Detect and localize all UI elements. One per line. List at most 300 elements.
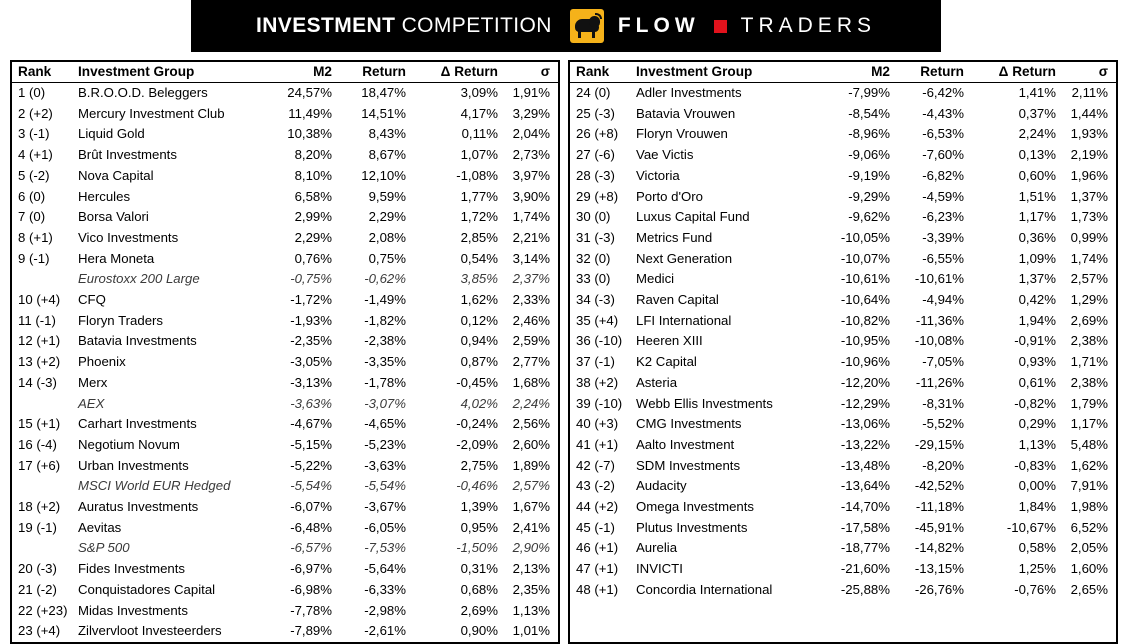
cell-return: -11,26% — [915, 374, 964, 390]
cell-rank: 34 (-3) — [576, 292, 615, 308]
cell-delta-return: 0,54% — [460, 250, 498, 266]
cell-sigma: 2,33% — [512, 292, 550, 308]
cell-rank: 28 (-3) — [576, 167, 615, 183]
cell-sigma: 2,35% — [512, 581, 550, 597]
cell-m2: -6,48% — [290, 519, 332, 535]
cell-sigma: 1,37% — [1070, 188, 1108, 204]
cell-return: -1,82% — [364, 312, 406, 328]
table-row — [570, 187, 1116, 208]
cell-sigma: 1,96% — [1070, 167, 1108, 183]
cell-delta-return: 3,09% — [460, 85, 498, 100]
cell-sigma: 2,60% — [512, 436, 550, 452]
cell-return: -6,23% — [922, 209, 964, 225]
cell-delta-return: 2,75% — [460, 457, 498, 473]
cell-m2: -8,54% — [848, 105, 890, 121]
cell-delta-return: 4,02% — [460, 395, 498, 411]
cell-delta-return: 1,09% — [1018, 250, 1056, 266]
cell-investment-group: Auratus Investments — [78, 499, 199, 515]
cell-sigma: 2,65% — [1070, 581, 1108, 597]
cell-return: -13,15% — [914, 561, 964, 577]
table-row-empty — [570, 601, 1116, 622]
cell-rank: 45 (-1) — [576, 519, 615, 535]
cell-sigma: 1,91% — [512, 85, 550, 100]
cell-investment-group: Next Generation — [636, 250, 733, 266]
table-row — [12, 373, 558, 394]
cell-rank: 27 (-6) — [576, 147, 615, 163]
cell-m2: -10,64% — [840, 292, 890, 308]
cell-rank: 16 (-4) — [18, 436, 57, 452]
cell-rank: 32 (0) — [576, 250, 611, 266]
cell-investment-group: Luxus Capital Fund — [636, 209, 750, 225]
cell-return: -6,33% — [364, 581, 406, 597]
cell-sigma: 6,52% — [1070, 519, 1108, 535]
cell-return: -6,05% — [364, 519, 406, 535]
cell-sigma: 2,73% — [512, 147, 550, 163]
cell-rank: 2 (+2) — [18, 105, 53, 121]
cell-delta-return: 0,37% — [1018, 105, 1056, 121]
cell-investment-group: Metrics Fund — [636, 229, 713, 245]
cell-sigma: 1,60% — [1070, 561, 1108, 577]
cell-rank: 43 (-2) — [576, 478, 615, 494]
cell-empty — [816, 601, 894, 622]
cell-m2: -9,62% — [848, 209, 890, 225]
cell-return: -5,64% — [364, 561, 406, 577]
col-rank: Rank — [570, 62, 632, 83]
cell-m2: -0,75% — [290, 271, 332, 287]
cell-return: -4,94% — [922, 292, 964, 308]
cell-sigma: 2,57% — [1070, 271, 1108, 287]
table-row — [570, 394, 1116, 415]
cell-investment-group: B.R.O.O.D. Beleggers — [78, 85, 208, 100]
cell-delta-return: 0,31% — [460, 561, 498, 577]
col-sigma: σ — [502, 62, 558, 83]
cell-rank: 13 (+2) — [18, 354, 61, 370]
cell-investment-group: MSCI World EUR Hedged — [78, 478, 231, 494]
cell-delta-return: -10,67% — [1006, 519, 1056, 535]
cell-rank: 31 (-3) — [576, 229, 615, 245]
cell-m2: 2,99% — [294, 209, 332, 225]
cell-delta-return: 1,41% — [1018, 85, 1056, 100]
cell-return: -5,52% — [922, 416, 964, 432]
cell-rank: 36 (-10) — [576, 333, 623, 349]
cell-sigma: 2,69% — [1070, 312, 1108, 328]
cell-investment-group: Mercury Investment Club — [78, 105, 225, 121]
table-row — [12, 559, 558, 580]
cell-delta-return: -0,91% — [1014, 333, 1056, 349]
table-row — [12, 435, 558, 456]
cell-rank — [12, 476, 74, 497]
cell-delta-return: 1,39% — [460, 499, 498, 515]
cell-rank: 23 (+4) — [18, 623, 61, 639]
cell-investment-group: K2 Capital — [636, 354, 697, 370]
cell-delta-return: 0,00% — [1018, 478, 1056, 494]
cell-m2: -8,96% — [848, 126, 890, 142]
cell-sigma: 1,98% — [1070, 499, 1108, 515]
cell-return: -3,35% — [364, 354, 406, 370]
cell-sigma: 1,17% — [1070, 416, 1108, 432]
cell-sigma: 3,97% — [512, 167, 550, 183]
cell-delta-return: -2,09% — [456, 436, 498, 452]
banner-title-bold: INVESTMENT — [256, 14, 396, 37]
cell-rank — [12, 538, 74, 559]
cell-return: -29,15% — [914, 436, 964, 452]
table-row — [570, 311, 1116, 332]
table-right-head — [570, 62, 1116, 83]
cell-m2: -10,82% — [840, 312, 890, 328]
table-row — [570, 497, 1116, 518]
cell-rank: 47 (+1) — [576, 561, 619, 577]
cell-return: -6,55% — [922, 250, 964, 266]
col-return: Return — [894, 62, 968, 83]
table-row — [12, 104, 558, 125]
cell-delta-return: 0,42% — [1018, 292, 1056, 308]
cell-return: -3,63% — [364, 457, 406, 473]
cell-sigma: 0,99% — [1070, 229, 1108, 245]
cell-m2: -4,67% — [290, 416, 332, 432]
cell-delta-return: -0,45% — [456, 374, 498, 390]
cell-m2: -9,29% — [848, 188, 890, 204]
cell-sigma: 1,67% — [512, 499, 550, 515]
table-row — [12, 414, 558, 435]
cell-return: 2,29% — [368, 209, 406, 225]
cell-delta-return: 1,13% — [1018, 436, 1056, 452]
cell-m2: -10,96% — [840, 354, 890, 370]
table-row — [570, 414, 1116, 435]
cell-empty — [632, 601, 816, 622]
cell-delta-return: 1,94% — [1018, 312, 1056, 328]
cell-delta-return: 1,17% — [1018, 209, 1056, 225]
cell-m2: -6,07% — [290, 499, 332, 515]
cell-m2: -13,22% — [840, 436, 890, 452]
cell-m2: -7,99% — [848, 85, 890, 100]
cell-delta-return: 1,07% — [460, 147, 498, 163]
cell-return: -6,82% — [922, 167, 964, 183]
cell-delta-return: 0,29% — [1018, 416, 1056, 432]
cell-return: -1,49% — [364, 292, 406, 308]
cell-sigma: 1,79% — [1070, 395, 1108, 411]
cell-investment-group: INVICTI — [636, 561, 683, 577]
cell-m2: -21,60% — [840, 561, 890, 577]
col-return: Return — [336, 62, 410, 83]
cell-empty — [894, 601, 968, 622]
cell-m2: -12,20% — [840, 374, 890, 390]
table-row — [12, 311, 558, 332]
cell-m2: -10,61% — [840, 271, 890, 287]
logo-flow-text: FLOW — [617, 14, 700, 37]
cell-rank: 25 (-3) — [576, 105, 615, 121]
table-row — [12, 269, 558, 290]
cell-rank: 17 (+6) — [18, 457, 61, 473]
cell-rank: 1 (0) — [18, 85, 46, 100]
cell-m2: -6,98% — [290, 581, 332, 597]
cell-investment-group: SDM Investments — [636, 457, 741, 473]
table-row — [570, 559, 1116, 580]
cell-rank: 20 (-3) — [18, 561, 57, 577]
cell-return: -4,59% — [922, 188, 964, 204]
cell-sigma: 2,04% — [512, 126, 550, 142]
cell-m2: -2,35% — [290, 333, 332, 349]
table-row — [570, 538, 1116, 559]
cell-delta-return: 1,37% — [1018, 271, 1056, 287]
cell-m2: -13,64% — [840, 478, 890, 494]
cell-sigma: 1,93% — [1070, 126, 1108, 142]
cell-m2: -13,06% — [840, 416, 890, 432]
cell-rank: 42 (-7) — [576, 457, 615, 473]
cell-investment-group: S&P 500 — [78, 540, 130, 556]
table-left-head — [12, 62, 558, 83]
cell-return: -26,76% — [914, 581, 964, 597]
cell-investment-group: Audacity — [636, 478, 687, 494]
cell-delta-return: -1,08% — [456, 167, 498, 183]
cell-return: -7,05% — [922, 354, 964, 370]
table-row — [570, 249, 1116, 270]
cell-sigma: 2,38% — [1070, 374, 1108, 390]
cell-sigma: 1,74% — [512, 209, 550, 225]
cell-empty — [968, 601, 1060, 622]
cell-delta-return: 1,84% — [1018, 499, 1056, 515]
cell-m2: -6,57% — [290, 540, 332, 556]
cell-investment-group: CFQ — [78, 292, 106, 308]
cell-return: -7,53% — [364, 540, 406, 556]
cell-m2: 0,76% — [294, 250, 332, 266]
cell-rank: 30 (0) — [576, 209, 611, 225]
cell-return: 18,47% — [361, 85, 406, 100]
cell-sigma: 1,73% — [1070, 209, 1108, 225]
cell-delta-return: 3,85% — [460, 271, 498, 287]
cell-rank: 35 (+4) — [576, 312, 619, 328]
cell-investment-group: Zilvervloot Investeerders — [78, 623, 222, 639]
cell-rank — [12, 394, 74, 415]
cell-investment-group: Adler Investments — [636, 85, 742, 100]
table-row — [12, 476, 558, 497]
cell-m2: -7,78% — [290, 602, 332, 618]
cell-rank: 22 (+23) — [18, 602, 68, 618]
cell-empty — [632, 621, 816, 642]
cell-rank: 9 (-1) — [18, 250, 50, 266]
table-row — [12, 187, 558, 208]
cell-return: 2,08% — [368, 229, 406, 245]
cell-sigma: 1,71% — [1070, 354, 1108, 370]
bull-icon — [570, 9, 604, 43]
cell-rank: 18 (+2) — [18, 499, 61, 515]
cell-rank: 12 (+1) — [18, 333, 61, 349]
table-row — [570, 580, 1116, 601]
cell-rank: 10 (+4) — [18, 292, 61, 308]
cell-investment-group: Liquid Gold — [78, 126, 145, 142]
cell-investment-group: CMG Investments — [636, 416, 742, 432]
cell-empty — [816, 621, 894, 642]
cell-rank: 14 (-3) — [18, 374, 57, 390]
cell-sigma: 1,68% — [512, 374, 550, 390]
cell-investment-group: Medici — [636, 271, 675, 287]
cell-delta-return: 2,85% — [460, 229, 498, 245]
cell-sigma: 2,21% — [512, 229, 550, 245]
cell-m2: -10,95% — [840, 333, 890, 349]
cell-delta-return: 0,13% — [1018, 147, 1056, 163]
cell-delta-return: 1,25% — [1018, 561, 1056, 577]
cell-return: -0,62% — [364, 271, 406, 287]
table-row — [570, 207, 1116, 228]
cell-m2: -5,22% — [290, 457, 332, 473]
table-row — [570, 476, 1116, 497]
cell-return: -4,65% — [364, 416, 406, 432]
cell-investment-group: Floryn Traders — [78, 312, 164, 328]
cell-sigma: 2,19% — [1070, 147, 1108, 163]
cell-investment-group: Aurelia — [636, 540, 678, 556]
cell-return: -2,98% — [364, 602, 406, 618]
table-header-row — [12, 62, 558, 83]
table-row — [12, 518, 558, 539]
cell-return: -2,38% — [364, 333, 406, 349]
table-left — [12, 62, 558, 642]
cell-rank: 19 (-1) — [18, 519, 57, 535]
cell-return: -5,23% — [364, 436, 406, 452]
cell-investment-group: Hera Moneta — [78, 250, 155, 266]
cell-delta-return: 0,60% — [1018, 167, 1056, 183]
cell-delta-return: 0,11% — [461, 126, 498, 142]
cell-investment-group: Vico Investments — [78, 229, 179, 245]
cell-delta-return: 1,77% — [460, 188, 498, 204]
cell-return: -1,78% — [364, 374, 406, 390]
cell-sigma: 5,48% — [1070, 436, 1108, 452]
cell-investment-group: Heeren XIII — [636, 333, 703, 349]
cell-delta-return: -0,82% — [1014, 395, 1056, 411]
cell-delta-return: -0,83% — [1014, 457, 1056, 473]
cell-m2: 10,38% — [287, 126, 332, 142]
cell-investment-group: Victoria — [636, 167, 680, 183]
cell-sigma: 7,91% — [1070, 478, 1108, 494]
col-investment-group: Investment Group — [632, 62, 816, 83]
cell-investment-group: Midas Investments — [78, 602, 188, 618]
cell-delta-return: 2,24% — [1018, 126, 1056, 142]
table-row — [12, 290, 558, 311]
cell-investment-group: AEX — [78, 395, 105, 411]
cell-m2: -7,89% — [290, 623, 332, 639]
cell-m2: -3,63% — [290, 395, 332, 411]
cell-sigma: 2,41% — [512, 519, 550, 535]
cell-m2: -13,48% — [840, 457, 890, 473]
cell-investment-group: Aevitas — [78, 519, 122, 535]
table-row — [12, 124, 558, 145]
cell-sigma: 2,59% — [512, 333, 550, 349]
cell-rank: 7 (0) — [18, 209, 46, 225]
cell-delta-return: 0,36% — [1018, 229, 1056, 245]
cell-rank: 11 (-1) — [18, 312, 56, 328]
col-m2: M2 — [258, 62, 336, 83]
cell-return: -6,53% — [922, 126, 964, 142]
cell-m2: -3,13% — [290, 374, 332, 390]
cell-sigma: 2,90% — [512, 540, 550, 556]
cell-investment-group: Floryn Vrouwen — [636, 126, 728, 142]
table-row — [12, 456, 558, 477]
cell-m2: -1,72% — [290, 292, 332, 308]
cell-return: 9,59% — [368, 188, 406, 204]
banner-title-light: COMPETITION — [401, 14, 552, 37]
cell-delta-return: 0,87% — [460, 354, 498, 370]
cell-empty — [894, 621, 968, 642]
cell-rank: 33 (0) — [576, 271, 611, 287]
cell-m2: -5,54% — [290, 478, 332, 494]
table-row — [570, 269, 1116, 290]
col-m2: M2 — [816, 62, 894, 83]
cell-delta-return: 0,12% — [460, 312, 498, 328]
cell-return: -4,43% — [922, 105, 964, 121]
cell-investment-group: Batavia Investments — [78, 333, 197, 349]
cell-m2: -1,93% — [290, 312, 332, 328]
cell-delta-return: 1,51% — [1018, 188, 1056, 204]
cell-investment-group: Concordia International — [636, 581, 773, 597]
col-delta-return: Δ Return — [410, 62, 502, 83]
cell-rank: 21 (-2) — [18, 581, 57, 597]
cell-return: -6,42% — [922, 85, 964, 100]
cell-investment-group: LFI International — [636, 312, 732, 328]
cell-sigma: 1,62% — [1070, 457, 1108, 473]
cell-delta-return: 4,17% — [460, 105, 498, 121]
rankings-table-right — [568, 60, 1118, 644]
cell-investment-group: Borsa Valori — [78, 209, 149, 225]
cell-sigma: 1,01% — [512, 623, 550, 639]
cell-empty — [1060, 621, 1116, 642]
cell-m2: -5,15% — [290, 436, 332, 452]
cell-delta-return: 2,69% — [460, 602, 498, 618]
cell-investment-group: Conquistadores Capital — [78, 581, 216, 597]
cell-return: -3,67% — [364, 499, 406, 515]
cell-return: -2,61% — [364, 623, 406, 639]
cell-m2: 6,58% — [294, 188, 332, 204]
table-row — [570, 166, 1116, 187]
cell-m2: -6,97% — [290, 561, 332, 577]
cell-rank: 6 (0) — [18, 188, 46, 204]
cell-return: -3,07% — [364, 395, 406, 411]
cell-sigma: 2,57% — [512, 478, 550, 494]
cell-rank: 26 (+8) — [576, 126, 619, 142]
cell-sigma: 2,56% — [512, 416, 550, 432]
table-row — [570, 456, 1116, 477]
table-row — [12, 621, 558, 642]
cell-investment-group: Aalto Investment — [636, 436, 735, 452]
table-row — [12, 249, 558, 270]
cell-rank: 3 (-1) — [18, 126, 50, 142]
rankings-tables — [10, 60, 1118, 644]
cell-investment-group: Phoenix — [78, 354, 126, 370]
table-row — [570, 124, 1116, 145]
cell-investment-group: Asteria — [636, 374, 678, 390]
table-row — [12, 601, 558, 622]
cell-delta-return: 0,68% — [460, 581, 498, 597]
cell-return: -10,08% — [914, 333, 964, 349]
table-header-row — [570, 62, 1116, 83]
table-row — [12, 207, 558, 228]
rankings-table-left — [10, 60, 560, 644]
table-row — [12, 394, 558, 415]
cell-rank: 15 (+1) — [18, 416, 61, 432]
cell-return: 8,43% — [368, 126, 406, 142]
cell-delta-return: -1,50% — [456, 540, 498, 556]
table-row — [570, 518, 1116, 539]
table-row — [12, 166, 558, 187]
cell-investment-group: Porto d'Oro — [636, 188, 704, 204]
table-row-empty — [570, 621, 1116, 642]
cell-m2: 2,29% — [294, 229, 332, 245]
cell-sigma: 2,13% — [512, 561, 550, 577]
cell-return: 0,75% — [368, 250, 406, 266]
cell-investment-group: Fides Investments — [78, 561, 186, 577]
table-row — [570, 373, 1116, 394]
cell-investment-group: Raven Capital — [636, 292, 719, 308]
cell-m2: -9,06% — [848, 147, 890, 163]
cell-rank: 8 (+1) — [18, 229, 53, 245]
cell-investment-group: Brût Investments — [78, 147, 177, 163]
